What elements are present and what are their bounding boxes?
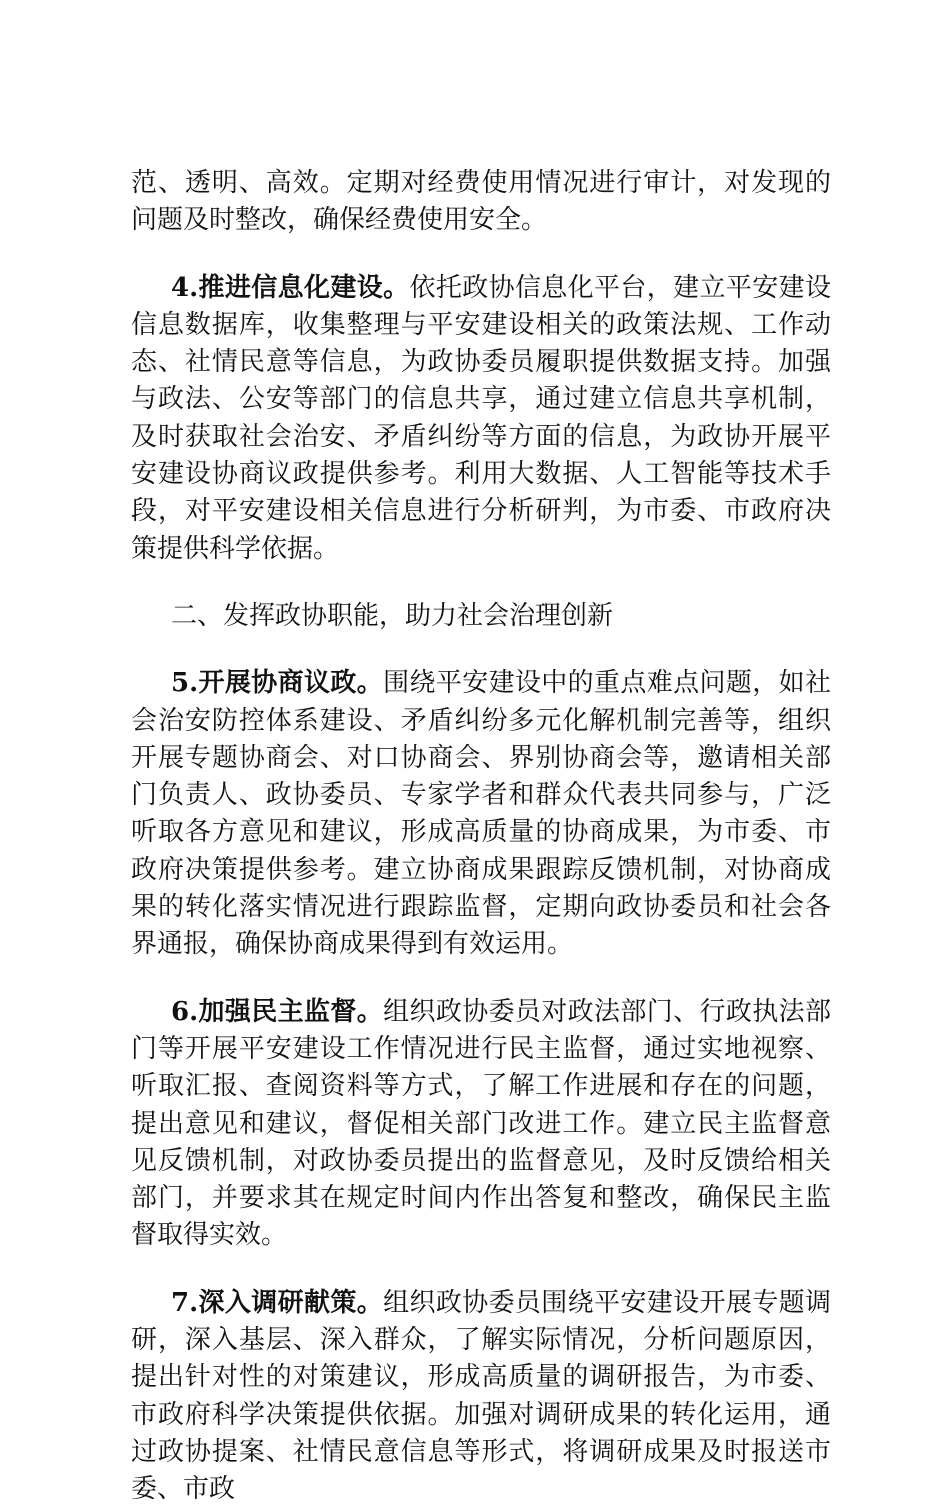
item-4-heading: 4.推进信息化建设。 <box>171 272 410 303</box>
item-6-heading: 6.加强民主监督。 <box>171 996 384 1027</box>
paragraph-spacer <box>131 964 831 994</box>
item-6-body: 组织政协委员对政法部门、行政执法部门等开展平安建设工作情况进行民主监督，通过实地视察、听取汇报、查阅资料等方式，了解工作进展和存在的问题，提出意见和建议，督促相关部门改进工作。建立民主监督意见反馈机制，对政协委员提出的监督意见，及时反馈给相关部门，并要求其在规定时间内作出答复和整改，确保民主监督取得实效。 <box>131 996 831 1251</box>
item-5-heading: 5.开展协商议政。 <box>171 668 384 699</box>
section-2-heading <box>131 598 831 635</box>
paragraph-spacer <box>131 240 831 270</box>
section-2-title: 二、发挥政协职能，助力社会治理创新 <box>171 600 614 631</box>
paragraph-spacer <box>131 568 831 598</box>
paragraph-text: 范、透明、高效。定期对经费使用情况进行审计，对发现的问题及时整改，确保经费使用安全。 <box>131 168 831 236</box>
item-5-body: 围绕平安建设中的重点难点问题，如社会治安防控体系建设、矛盾纠纷多元化解机制完善等，组织开展专题协商会、对口协商会、界别协商会等，邀请相关部门负责人、政协委员、专家学者和群众代表共同参与，广泛听取各方意见和建议，形成高质量的协商成果，为市委、市政府决策提供参考。建立协商成果跟踪反馈机制，对协商成果的转化落实情况进行跟踪监督，定期向政协委员和社会各界通报，确保协商成果得到有效运用。 <box>131 668 831 960</box>
item-4-paragraph <box>131 270 831 568</box>
item-4-body: 依托政协信息化平台，建立平安建设信息数据库，收集整理与平安建设相关的政策法规、工作动态、社情民意等信息，为政协委员履职提供数据支持。加强与政法、公安等部门的信息共享，通过建立信息共享机制，及时获取社会治安、矛盾纠纷等方面的信息，为政协开展平安建设协商议政提供参考。利用大数据、人工智能等技术手段，对平安建设相关信息进行分析研判，为市委、市政府决策提供科学依据。 <box>131 272 831 564</box>
document-body <box>131 165 831 1509</box>
paragraph-spacer <box>131 1255 831 1285</box>
item-5-paragraph <box>131 665 831 963</box>
item-7-body: 组织政协委员围绕平安建设开展专题调研，深入基层、深入群众，了解实际情况，分析问题原因，提出针对性的对策建议，形成高质量的调研报告，为市委、市政府科学决策提供依据。加强对调研成果的转化运用，通过政协提案、社情民意信息等形式，将调研成果及时报送市委、市政 <box>131 1287 831 1505</box>
paragraph-spacer <box>131 635 831 665</box>
paragraph-continued <box>131 165 831 240</box>
item-6-paragraph <box>131 994 831 1255</box>
item-7-paragraph <box>131 1285 831 1509</box>
item-7-heading: 7.深入调研献策。 <box>171 1287 384 1318</box>
